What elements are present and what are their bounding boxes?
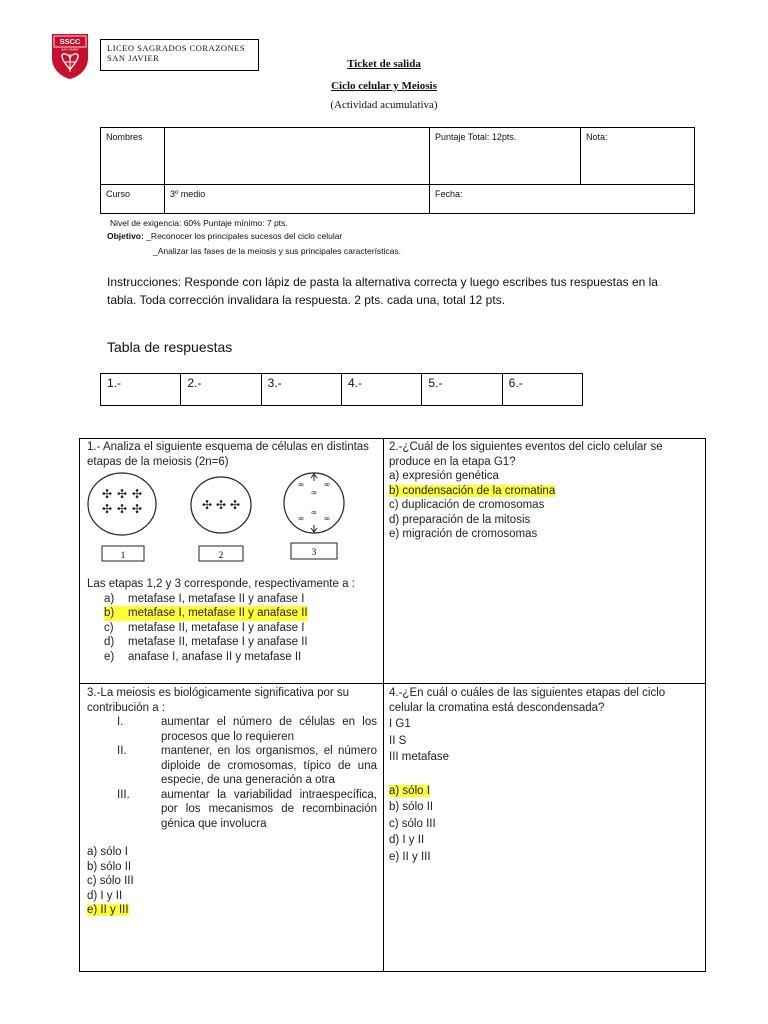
cell-1-label: 1 xyxy=(120,550,126,560)
q1-option-d-letter: d) xyxy=(104,636,115,648)
q1-option-e-text: anafase I, anafase II y metafase II xyxy=(128,650,302,663)
q4-option-e[interactable]: e) II y III xyxy=(389,850,431,863)
svg-text:✣: ✣ xyxy=(215,498,227,512)
q4-item-3: III metafase xyxy=(389,751,450,763)
question-3 xyxy=(87,686,377,918)
q1-option-c-letter: c) xyxy=(104,621,114,634)
q3-item-3-text: aumentar la variabilidad intraespecífica, por los mecanismos de recombinación génica que involucra xyxy=(161,788,377,830)
svg-text:✣: ✣ xyxy=(201,498,213,512)
fecha-field[interactable] xyxy=(430,185,695,214)
q1-option-a-letter: a) xyxy=(104,592,115,605)
q1-option-c[interactable] xyxy=(104,621,377,636)
svg-text:✣: ✣ xyxy=(101,502,113,516)
q1-option-b-text: metafase I, metafase II y anafase II xyxy=(128,607,308,619)
cell-3 xyxy=(284,473,344,533)
answer-cell-5[interactable]: 5.- xyxy=(422,374,502,406)
school-name-box xyxy=(100,39,259,71)
puntaje-label: Puntaje Total: 12pts. xyxy=(430,128,581,185)
question-1 xyxy=(87,440,377,664)
q3-option-c[interactable]: c) sólo III xyxy=(87,875,134,887)
school-logo xyxy=(50,32,90,80)
q4-option-c[interactable]: c) sólo III xyxy=(389,817,436,830)
q1-options xyxy=(87,592,377,665)
svg-text:✣: ✣ xyxy=(101,487,113,501)
q3-option-e-text: e) II y III xyxy=(87,904,129,916)
nota-field[interactable] xyxy=(581,128,695,185)
objetivo-label: Objetivo: xyxy=(107,231,144,241)
cell-3-label: 3 xyxy=(311,547,317,557)
question-2 xyxy=(389,440,699,542)
q1-option-e[interactable] xyxy=(104,650,377,665)
q2-option-b-text: b) condensación de la cromatina xyxy=(389,484,556,497)
q1-option-c-text: metafase II, metafase I y anafase I xyxy=(128,621,305,634)
q1-meiosis-figure xyxy=(87,471,367,571)
svg-text:∞: ∞ xyxy=(310,488,318,497)
svg-text:∞: ∞ xyxy=(323,514,331,523)
questions-grid xyxy=(79,438,706,972)
school-name-line2: SAN JAVIER xyxy=(107,53,160,63)
q3-option-a[interactable]: a) sólo I xyxy=(87,846,128,858)
cell-2-chromosomes xyxy=(202,498,240,512)
q2-option-c[interactable]: c) duplicación de cromosomas xyxy=(389,499,545,511)
nombres-label: Nombres xyxy=(101,128,165,185)
svg-text:∞: ∞ xyxy=(323,480,331,489)
q1-option-a-text: metafase I, metafase II y anafase I xyxy=(128,592,305,605)
q2-option-b[interactable] xyxy=(389,484,699,499)
q4-option-b[interactable]: b) sólo II xyxy=(389,801,434,813)
q1-option-b[interactable] xyxy=(104,606,377,621)
school-name-line1: LICEO SAGRADOS CORAZONES xyxy=(107,43,246,53)
q3-item-2 xyxy=(87,744,377,788)
activity-label: (Actividad acumulativa) xyxy=(330,99,438,111)
logo-sub: SAN JAVIER xyxy=(61,47,79,52)
page-title: Ticket de salida xyxy=(347,58,421,70)
svg-text:∞: ∞ xyxy=(297,480,305,489)
question-4 xyxy=(389,686,699,865)
q3-option-e[interactable] xyxy=(87,903,377,918)
objetivo-line1 xyxy=(107,231,342,241)
instructions xyxy=(107,273,667,309)
q1-option-b-letter: b) xyxy=(104,607,115,619)
q3-item-1-text: aumentar el número de células en los procesos que lo requieren xyxy=(161,716,377,743)
q3-item-1-num: I. xyxy=(117,716,124,728)
instructions-text: : Responde con lápiz de pasta la alternativa correcta y luego escribes tus respuestas en la tabla. Toda corrección invalidara la respuesta. 2 pts. cada una, total 12 pts. xyxy=(107,275,658,307)
q3-stem: 3.-La meiosis es biológicamente significativa por su contribución a : xyxy=(87,687,350,714)
answers-table-title: Tabla de respuestas xyxy=(107,339,233,355)
q1-option-d[interactable] xyxy=(104,635,377,650)
instructions-label: Instrucciones xyxy=(107,275,178,289)
answer-cell-1[interactable]: 1.- xyxy=(101,374,181,406)
nombres-field[interactable] xyxy=(165,128,430,185)
answer-cell-2[interactable]: 2.- xyxy=(181,374,261,406)
answer-cell-4[interactable]: 4.- xyxy=(341,374,421,406)
q3-item-3-num: III. xyxy=(117,788,130,801)
q4-option-d[interactable]: d) I y II xyxy=(389,834,425,846)
objetivo-1: _Reconocer los principales sucesos del ciclo celular xyxy=(143,231,343,241)
arrow-down-icon xyxy=(311,525,317,532)
svg-text:∞: ∞ xyxy=(297,514,305,523)
q1-prompt: Las etapas 1,2 y 3 corresponde, respectivamente a : xyxy=(87,578,355,590)
nivel-exigencia: Nivel de exigencia: 60% Puntaje mínimo: 7 pts. xyxy=(110,218,288,228)
svg-text:∞: ∞ xyxy=(310,508,318,517)
q1-option-d-text: metafase II, metafase I y anafase II xyxy=(128,636,308,648)
grid-divider-horizontal xyxy=(80,683,705,684)
answer-cell-3[interactable]: 3.- xyxy=(261,374,341,406)
svg-text:✣: ✣ xyxy=(116,487,128,501)
q2-option-a[interactable]: a) expresión genética xyxy=(389,470,499,482)
q4-item-2: II S xyxy=(389,734,407,747)
cell-2-label: 2 xyxy=(218,550,224,560)
curso-label: Curso xyxy=(101,185,165,214)
q1-option-e-letter: e) xyxy=(104,650,115,663)
svg-text:✣: ✣ xyxy=(229,498,241,512)
curso-value: 3º medio xyxy=(165,185,430,214)
q4-stem: 4.-¿En cuál o cuáles de las siguientes etapas del ciclo celular la cromatina está descondensada? xyxy=(389,687,666,714)
logo-text: SSCC xyxy=(59,37,81,46)
q2-stem: 2.-¿Cuál de los siguientes eventos del ciclo celular se produce en la etapa G1? xyxy=(389,441,663,468)
q3-item-1 xyxy=(87,715,377,744)
answer-cell-6[interactable]: 6.- xyxy=(502,374,582,406)
q4-option-a-text: a) sólo I xyxy=(389,784,430,797)
q3-option-b[interactable]: b) sólo II xyxy=(87,860,132,873)
cell-3-chromosomes xyxy=(298,480,331,523)
svg-text:✣: ✣ xyxy=(131,487,143,501)
q2-option-e[interactable]: e) migración de cromosomas xyxy=(389,528,538,540)
q3-item-2-text: mantener, en los organismos, el número diploide de cromosomas, típico de una especie, de una generación a otra xyxy=(161,745,377,786)
q3-option-d[interactable]: d) I y II xyxy=(87,889,123,902)
q2-option-d[interactable]: d) preparación de la mitosis xyxy=(389,513,531,526)
cell-1-chromosomes xyxy=(102,487,142,516)
q3-item-3 xyxy=(87,788,377,832)
q1-stem: 1.- Analiza el siguiente esquema de células en distintas etapas de la meiosis (2n=6) xyxy=(87,441,369,468)
arrow-up-icon xyxy=(311,474,317,481)
q3-item-2-num: II. xyxy=(117,745,127,757)
student-info-table xyxy=(100,127,695,214)
q4-option-a[interactable] xyxy=(389,783,699,800)
svg-text:✣: ✣ xyxy=(131,502,143,516)
svg-text:✣: ✣ xyxy=(116,502,128,516)
page-subtitle: Ciclo celular y Meiosis xyxy=(331,80,437,92)
grid-divider-vertical xyxy=(383,439,384,971)
nota-label: Nota: xyxy=(586,132,608,142)
objetivo-2: _Analizar las fases de la meiosis y sus principales características. xyxy=(153,246,402,256)
fecha-label: Fecha: xyxy=(435,189,463,199)
q4-item-1: I G1 xyxy=(389,718,411,730)
q1-option-a[interactable] xyxy=(104,592,377,607)
answers-table xyxy=(100,373,583,406)
